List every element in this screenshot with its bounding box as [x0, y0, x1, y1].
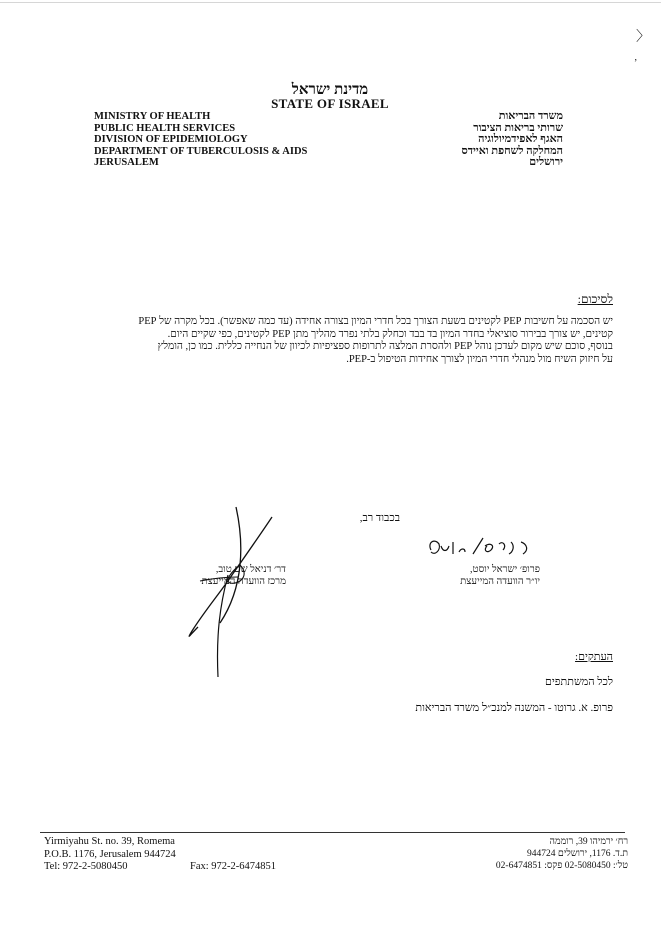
- summary-body: [84, 316, 613, 366]
- footer-hebrew: [470, 836, 628, 872]
- state-title-hebrew: מדינת ישראל: [291, 82, 369, 98]
- cc-item: לכל המשתתפים: [545, 676, 613, 688]
- footer-he-pobox: ת.ד. 1176, ירושלים 944724: [527, 849, 628, 859]
- footer-fax: Fax: 972-2-6474851: [190, 861, 277, 873]
- summary-line: בנוסף, סוכם שיש מקום לעדכן נוהל PEP ולהסרת המלצה לתרופות ספציפיות לכיוון של הנחייה כללית. כמו כן, הומלץ: [157, 341, 613, 353]
- signature-left-icon: [180, 505, 290, 685]
- footer-address: Yirmiyahu St. no. 39, Romema: [44, 836, 175, 847]
- scan-dot-icon: ’: [634, 58, 638, 69]
- signer-left: [198, 564, 286, 587]
- signature-right-icon: [425, 536, 535, 564]
- signer-right: [430, 564, 540, 587]
- scan-mark-icon: 〉: [636, 30, 650, 45]
- summary-line: קטינים, יש צורך בבירור סוציאלי בחדר המיון בד בבד וכחלק בלתי נפרד מהליך מתן PEP לקטינים, כפי שקיים היום.: [167, 328, 613, 340]
- ministry-english-block: [94, 111, 307, 169]
- ministry-he-line: משרד הבריאות: [498, 110, 563, 122]
- ministry-en-line: DIVISION OF EPIDEMIOLOGY: [94, 134, 248, 146]
- closing-regards: בכבוד רב,: [359, 512, 400, 524]
- signer-left-title: מרכז הוועדה המייעצת: [201, 575, 286, 587]
- summary-line: יש הסכמה על חשיבות PEP לקטינים בשעת הצורך בכל חדרי המיון בצורה אחידה (עד כמה שאפשר). בכל מקרה של PEP: [138, 316, 613, 327]
- footer-he-phones: טל׳: 02-5080450 פקס: 02-6474851: [495, 861, 628, 871]
- ministry-en-line: MINISTRY OF HEALTH: [94, 111, 211, 122]
- footer-pobox: P.O.B. 1176, Jerusalem 944724: [44, 848, 176, 860]
- summary-line: על חיזוק השיח מול מנהלי חדרי המיון לצורך אחידות הטיפול ב-PEP.: [346, 353, 613, 365]
- signer-right-name: פרופ׳ ישראל יוסט,: [470, 564, 540, 575]
- state-title-english: STATE OF ISRAEL: [271, 96, 389, 111]
- ministry-he-line: האגף לאפידמיולוגיה: [478, 133, 563, 146]
- footer-tel: Tel: 972-2-5080450: [44, 861, 128, 873]
- cc-item: פרופ. א. גרוטו - המשנה למנכ״ל משרד הבריאות: [415, 702, 613, 714]
- signer-right-title: יו״ר הוועדה המייעצת: [460, 575, 540, 587]
- ministry-he-line: שרותי בריאות הציבור: [473, 121, 563, 134]
- signer-left-name: דר׳ דניאל שם טוב,: [215, 564, 286, 575]
- ministry-he-line: ירושלים: [529, 156, 563, 169]
- ministry-en-line: DEPARTMENT OF TUBERCULOSIS & AIDS: [94, 145, 308, 157]
- footer-contact-row: [44, 861, 304, 874]
- cc-heading: העתקים:: [575, 651, 613, 663]
- footer-english: [44, 836, 304, 874]
- ministry-en-line: PUBLIC HEALTH SERVICES: [94, 122, 236, 134]
- summary-heading: לסיכום:: [577, 292, 613, 306]
- top-scan-line: [0, 2, 661, 3]
- footer-he-address: רח׳ ירמיהו 39, רוממה: [549, 837, 628, 847]
- ministry-en-line: JERUSALEM: [94, 157, 159, 169]
- footer-divider: [40, 832, 625, 833]
- ministry-he-line: המחלקה לשחפת ואיידס: [461, 144, 563, 157]
- ministry-hebrew-block: [461, 111, 563, 169]
